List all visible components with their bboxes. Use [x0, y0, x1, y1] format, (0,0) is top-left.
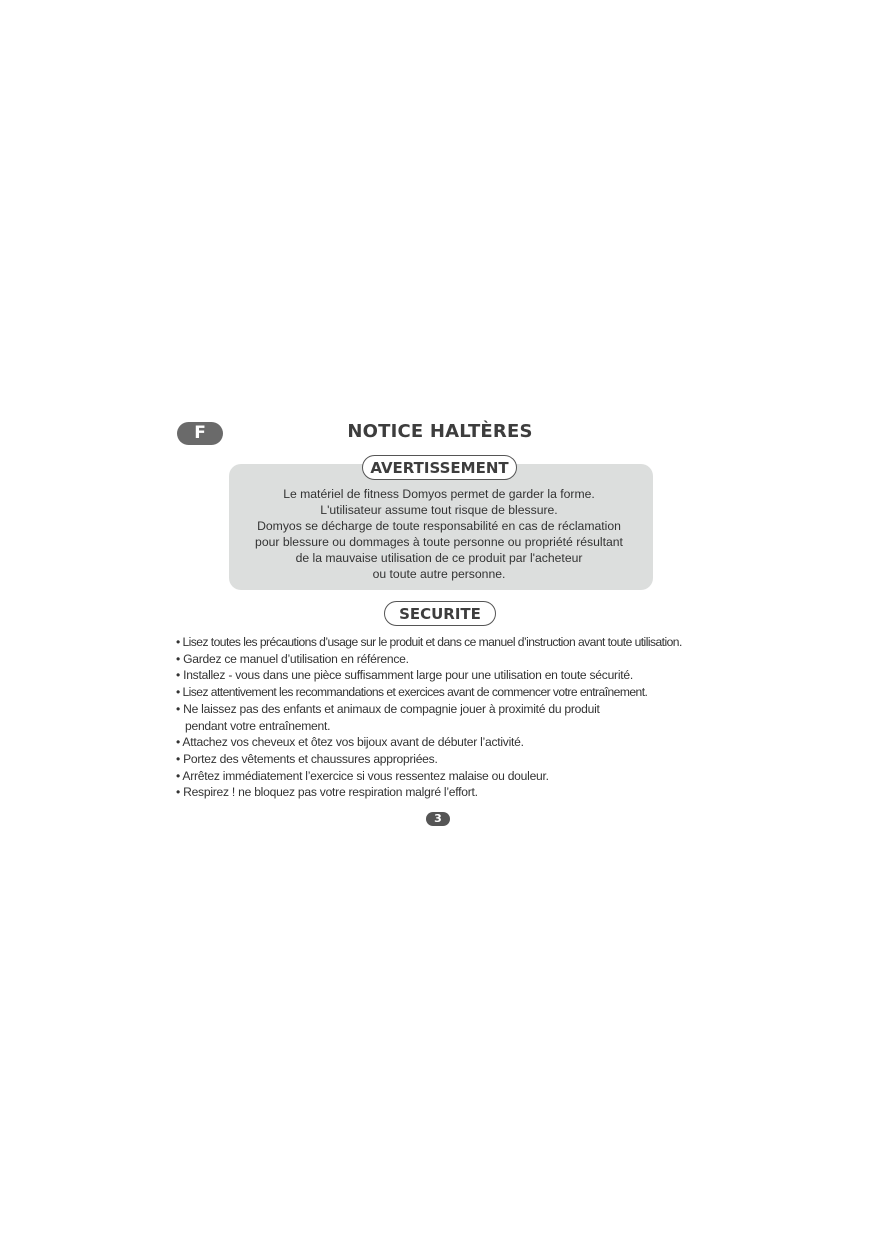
warning-line: Le matériel de fitness Domyos permet de garder la forme. — [283, 487, 595, 501]
safety-item: • Ne laissez pas des enfants et animaux de compagnie jouer à proximité du produit — [176, 701, 600, 716]
page-title: NOTICE HALTÈRES — [347, 421, 533, 442]
safety-item: • Installez - vous dans une pièce suffisamment large pour une utilisation en toute sécurité. — [176, 668, 633, 683]
warning-line: L'utilisateur assume tout risque de blessure. — [320, 503, 558, 517]
safety-item: • Respirez ! ne bloquez pas votre respiration malgré l’effort. — [176, 785, 478, 800]
safety-item: • Gardez ce manuel d’utilisation en référence. — [176, 651, 409, 666]
safety-item-continuation: pendant votre entraînement. — [185, 718, 331, 733]
safety-item: • Attachez vos cheveux et ôtez vos bijoux avant de débuter l’activité. — [176, 735, 524, 750]
safety-item: • Lisez attentivement les recommandations et exercices avant de commencer votre entraînement. — [176, 685, 648, 700]
safety-item: • Portez des vêtements et chaussures appropriées. — [176, 751, 438, 766]
page-number: 3 — [426, 812, 450, 826]
safety-item: • Arrêtez immédiatement l’exercice si vous ressentez malaise ou douleur. — [176, 768, 549, 783]
warning-line: ou toute autre personne. — [372, 567, 506, 581]
security-heading: SECURITE — [384, 601, 496, 626]
warning-line: pour blessure ou dommages à toute personne ou propriété résultant — [255, 535, 623, 549]
safety-list — [176, 634, 736, 801]
warning-text — [229, 486, 649, 582]
language-badge: F — [177, 422, 223, 445]
safety-item: • Lisez toutes les précautions d’usage sur le produit et dans ce manuel d’instruction avant toute utilisation. — [176, 635, 682, 649]
warning-line: Domyos se décharge de toute responsabilité en cas de réclamation — [257, 519, 621, 533]
warning-heading: AVERTISSEMENT — [362, 455, 517, 480]
warning-line: de la mauvaise utilisation de ce produit par l'acheteur — [295, 551, 583, 565]
